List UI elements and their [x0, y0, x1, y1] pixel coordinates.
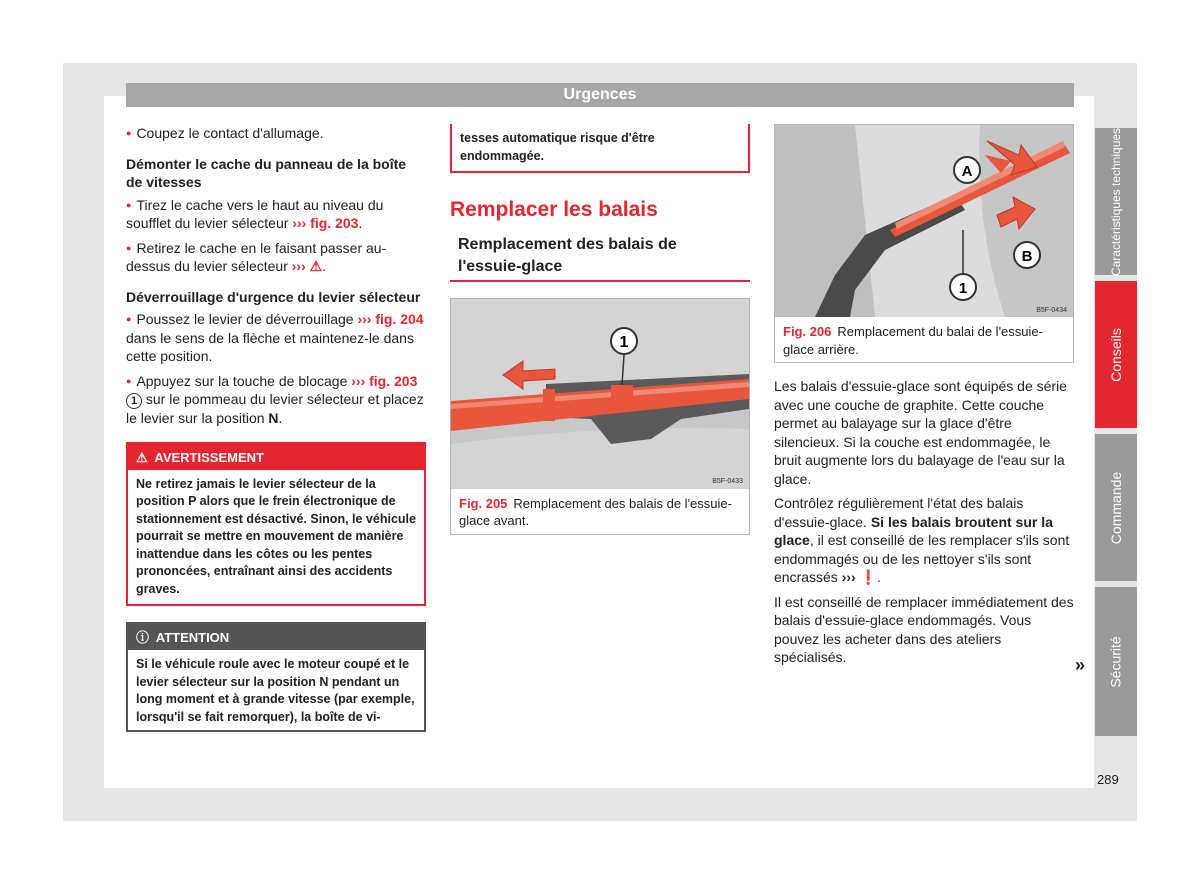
info-circle-icon: ⓘ — [136, 630, 150, 645]
warning-text: Ne retirez jamais le levier sélecteur de la position P alors que le frein électronique de stationnement est désactivé. Sinon, le véhicule pourrait se mettre en mouvement de manière inattendue dans les côtes ou les pentes prononcées, entraînant ainsi des accidents graves. — [136, 476, 416, 596]
continue-arrows-icon: » — [1075, 655, 1086, 675]
bullet-tirez: ● Tirez le cache vers le haut au niveau du soufflet du levier sélecteur ››› fig. 203. — [126, 196, 426, 233]
subsection-title: Remplacement des balais de l'essuie-glace — [450, 234, 750, 282]
paragraph-controle: Contrôlez régulièrement l'état des balais d'essuie-glace. Si les balais broutent sur la glace, il est conseillé de les remplacer s'ils sont endommagés ou de les nettoyer s'ils sont encrassés ››› ❗. — [774, 495, 1070, 585]
bullet-poussez: ● Poussez le levier de déverrouillage ››› fig. 204 dans le sens de la flèche et maintenez-le dans cette position. — [126, 310, 426, 366]
attention-box — [126, 622, 426, 732]
subheading-cache: Démonter le cache du panneau de la boîte de vitesses — [126, 155, 407, 190]
column-right — [774, 124, 1074, 673]
figure-206 — [774, 124, 1074, 363]
bullet-contact: ● Coupez le contact d'allumage. — [126, 124, 426, 143]
section-header: Urgences — [126, 83, 1074, 107]
page-number: 289 — [1097, 772, 1119, 787]
section-title: Remplacer les balais — [450, 198, 658, 221]
attention-continuation: tesses automatique risque d'être endommagée. — [450, 124, 750, 173]
column-middle — [450, 124, 750, 535]
tab-conseils[interactable]: Conseils — [1095, 281, 1137, 428]
warning-box — [126, 442, 426, 607]
paragraph-graphite: Les balais d'essuie-glace sont équipés de série avec une couche de graphite. Cette couche permet au balayage sur la glace d'être silencieux. Si la couche est endommagée, le bruit augmente lors du balayage de l'eau sur la glace. — [774, 378, 1067, 487]
fig205-callout-1: 1 — [619, 333, 629, 351]
subheading-deverrouillage: Déverrouillage d'urgence du levier sélecteur — [126, 288, 421, 305]
wiper-front-illustration — [451, 299, 749, 489]
fig206-callout-1: 1 — [958, 280, 968, 297]
figure-206-caption: Fig. 206 Remplacement du balai de l'essuie-glace arrière. — [783, 324, 1043, 357]
bullet-retirez: ● Retirez le cache en le faisant passer au-dessus du levier sélecteur ››› ⚠. — [126, 239, 426, 276]
figure-205 — [450, 298, 750, 535]
fig206-code: B5F-0434 — [1036, 307, 1067, 314]
fig-203-link[interactable]: ››› fig. 203 — [292, 215, 359, 231]
bullet-appuyez: ● Appuyez sur la touche de blocage ››› fig. 203 1 sur le pommeau du levier sélecteur et placez le levier sur la position N. — [126, 372, 426, 428]
callout-number: 1 — [126, 393, 142, 409]
column-left — [126, 124, 426, 732]
tab-caracteristiques[interactable]: Caractéristiques techniques — [1095, 128, 1137, 275]
fig206-label-a: A — [961, 163, 973, 180]
figure-205-caption: Fig. 205 Remplacement des balais de l'essuie-glace avant. — [459, 495, 732, 528]
tab-securite[interactable]: Sécurité — [1095, 587, 1137, 736]
fig-204-link[interactable]: ››› fig. 204 — [357, 311, 424, 327]
attention-header: ⓘ ATTENTION — [128, 624, 424, 650]
fig206-label-b: B — [1021, 248, 1033, 265]
tab-commande[interactable]: Commande — [1095, 434, 1137, 581]
warning-triangle-icon: ⚠ — [136, 449, 148, 465]
wiper-rear-illustration — [775, 125, 1073, 317]
warning-header: ⚠ AVERTISSEMENT — [128, 444, 424, 470]
note-link[interactable]: ››› ❗ — [841, 569, 878, 585]
fig-203-link-2[interactable]: ››› fig. 203 — [351, 372, 418, 389]
paragraph-remplacer: Il est conseillé de remplacer immédiatement des balais d'essuie-glace endommagés. Vous pouvez les acheter dans des ateliers spécialisés. — [774, 593, 1074, 665]
warning-link[interactable]: ››› ⚠ — [291, 258, 323, 274]
attention-text: Si le véhicule roule avec le moteur coupé et le levier sélecteur sur la position N pendant un long moment et à grande vitesse (par exemple, lorsqu'il se fait remorquer), la boîte de vi- — [136, 657, 415, 724]
fig205-code: B5F-0433 — [712, 477, 743, 485]
